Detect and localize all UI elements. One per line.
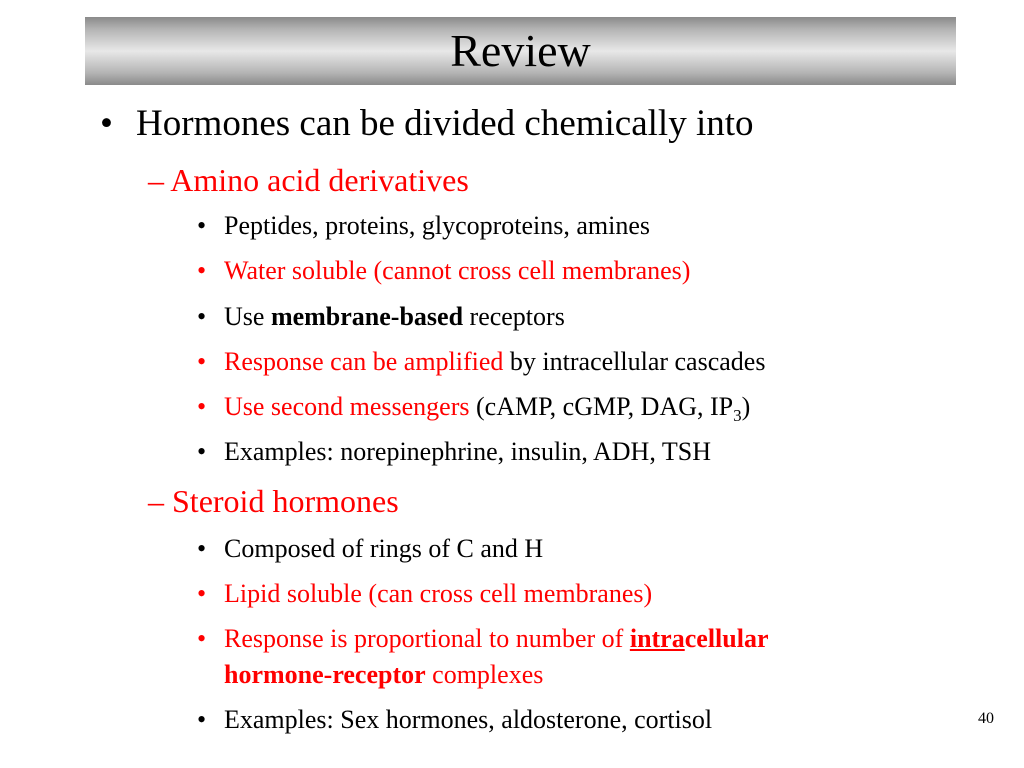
text-run: ) [741, 392, 751, 421]
bullet-mark: • [197, 347, 207, 376]
bullet-mark: • [197, 302, 207, 331]
red-run: Response can be amplified [224, 347, 504, 376]
amino-item-1-text: Peptides, proteins, glycoproteins, amines [224, 211, 651, 240]
bold-run: cellular [684, 624, 769, 653]
text-run: Response is proportional to number of [224, 624, 630, 653]
slide-number: 40 [978, 710, 994, 727]
text-run: (cAMP, cGMP, DAG, IP [469, 392, 734, 421]
bullet-mark: • [197, 211, 207, 240]
steroid-item-2-text: Lipid soluble (can cross cell membranes) [224, 579, 653, 608]
steroid-item-3-line2 [224, 660, 543, 690]
amino-item-2-text: Water soluble (cannot cross cell membranes) [224, 256, 691, 285]
intro-text: Hormones can be divided chemically into [136, 103, 754, 144]
text-run: receptors [463, 302, 565, 331]
steroid-item-3-text [224, 624, 769, 654]
amino-heading: – Amino acid derivatives [148, 162, 469, 198]
title-bar [85, 17, 956, 85]
bullet-mark: • [197, 534, 207, 563]
bullet-mark: • [197, 392, 207, 421]
bold-run: hormone-receptor [224, 660, 426, 689]
amino-item-4-text [224, 347, 765, 377]
steroid-heading: – Steroid hormones [148, 483, 399, 519]
bullet-mark: • [197, 579, 207, 608]
red-run: Use second messengers [224, 392, 470, 421]
text-run: complexes [425, 660, 544, 689]
underlined-bold-run: intra [629, 624, 685, 653]
amino-item-6-text: Examples: norepinephrine, insulin, ADH, TSH [224, 437, 711, 466]
text-run: by intracellular cascades [503, 347, 766, 376]
bullet-mark: • [100, 103, 113, 144]
amino-item-5-text [224, 392, 750, 426]
bold-run: membrane-based [270, 302, 464, 331]
bullet-mark: • [197, 437, 207, 466]
bullet-mark: • [197, 705, 207, 734]
subscript: 3 [733, 406, 742, 426]
bullet-mark: • [197, 256, 207, 285]
steroid-item-1-text: Composed of rings of C and H [224, 534, 544, 563]
amino-item-3-text [224, 302, 565, 332]
bullet-mark: • [197, 624, 207, 653]
slide-title: Review [450, 25, 591, 76]
text-run: Use [224, 302, 271, 331]
steroid-item-4-text: Examples: Sex hormones, aldosterone, cortisol [224, 705, 713, 734]
